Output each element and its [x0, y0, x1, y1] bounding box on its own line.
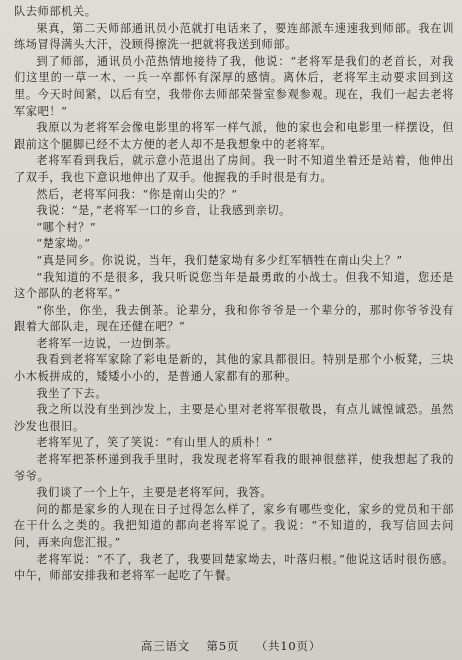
passage-paragraph: 队去师部机关。 [14, 5, 97, 18]
passage-paragraph: 我原以为老将军会像电影里的将军一样气派，他的家也会和电影里一样摆设，但跟前这个腿脚已经不太方便的老人却不是我想象中的老将军。 [14, 121, 454, 151]
passage-paragraph: 果真，第二天师部通讯员小范就打电话来了，要连部派车速速我到师部。我在训练场冒得满头大汗，没顾得擦洗一把就将我送到师部。 [14, 21, 454, 52]
passage-paragraph: 我说：“是，”老将军一口的乡音，让我感到亲切。 [36, 204, 291, 218]
passage-paragraph: “我知道的不是很多，我只听说您当年是最勇敢的小战士。但我不知道，您还是这个部队的老将军。” [14, 270, 454, 301]
passage-paragraph: “哪个村？” [36, 220, 97, 234]
passage-paragraph: “楚家坳。” [36, 237, 91, 251]
passage-paragraph: 我坐了下去。 [36, 386, 108, 400]
passage-paragraph: “你坐，你坐，我去倒茶。论辈分，我和你爷爷是一个辈分的，那时你爷爷没有跟着大部队走，现在还健在吧？” [14, 303, 454, 334]
page-footer [0, 638, 462, 654]
passage-paragraph: 到了师部，通讯员小范热情地接待了我，他说：“老将军是我们的老首长，对我们这里的一草一木、一兵一卒都怀有深厚的感情。离休后，老将军主动要求回到这里。今天时间紧，以后有空，我带你去师部荣誉室参观参观。现在，我们一起去老将军家吧！” [14, 54, 454, 118]
passage-paragraph: 老将军说：“不了，我老了，我要回楚家坳去，叶落归根。”他说这话时很伤感。中午，师部安排我和老将军一起吃了午餐。 [14, 552, 454, 583]
passage-paragraph: 我之所以没有坐到沙发上，主要是心里对老将军很敬畏，有点儿诚惶诚恐。虽然沙发也很旧。 [14, 403, 454, 433]
passage-paragraph: 问的都是家乡的人现在日子过得怎么样了，家乡有哪些变化，家乡的党员和干部在干什么之类的。我把知道的都向老将军说了。我说：“不知道的，我写信回去问问，再来向您汇报。” [14, 502, 454, 549]
passage-paragraph: 我们谈了一个上午，主要是老将军问，我答。 [36, 486, 273, 500]
footer-subject: 高三语文 [140, 639, 191, 653]
passage-paragraph: 老将军看到我后，就示意小范退出了房间。我一时不知道坐着还是站着，他伸出了双手，我也下意识地伸出了双手。他握我的手时很是有力。 [14, 154, 454, 184]
footer-total-pages: （共10页） [255, 639, 322, 653]
footer-page-number: 第5页 [206, 639, 240, 653]
passage-paragraph: 老将军把茶杯递到我手里时，我发现老将军看我的眼神很慈祥，使我想起了我的爷爷。 [14, 453, 454, 483]
passage-paragraph: 老将军见了，笑了笑说：“有山里人的质朴！” [36, 436, 273, 450]
passage-paragraph: “真是同乡。你说说，当年，我们楚家坳有多少红军牺牲在南山尖上？” [36, 253, 403, 267]
passage-paragraph: 我看到老将军家除了彩电是新的，其他的家具都很旧。特别是那个小板凳，三块小木板拼成的，矮矮小小的，是普通人家都有的那种。 [14, 353, 454, 384]
passage-paragraph: 老将军一边说，一边倒茶。 [36, 336, 178, 350]
passage-paragraph: 然后，老将军问我：“你是南山尖的？” [36, 187, 238, 201]
reading-passage [14, 4, 454, 585]
